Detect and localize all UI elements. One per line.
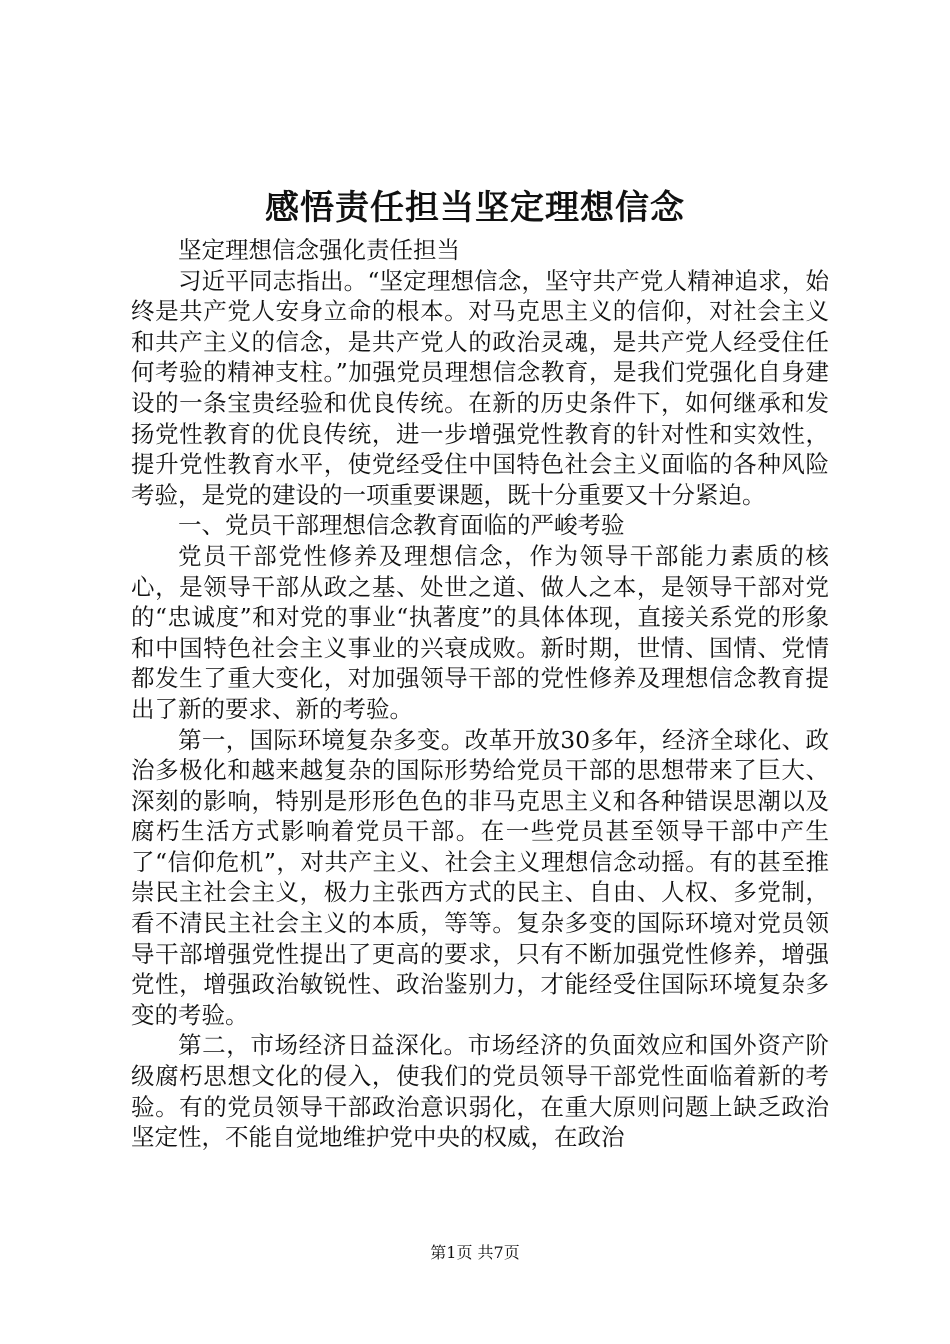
body-paragraph: 第二，市场经济日益深化。市场经济的负面效应和国外资产阶级腐朽思想文化的侵入，使我们的党员领导干部党性面临着新的考验。有的党员领导干部政治意识弱化，在重大原则问题上缺乏政治坚定性，不能自觉地维护党中央的权威，在政治 xyxy=(131,1031,829,1152)
page-number-footer: 第1页 共7页 xyxy=(430,1243,520,1262)
document-body xyxy=(131,235,829,1153)
body-paragraph: 第一，国际环境复杂多变。改革开放30多年，经济全球化、政治多极化和越来越复杂的国际形势给党员干部的思想带来了巨大、深刻的影响，特别是形形色色的非马克思主义和各种错误思潮以及腐朽生活方式影响着党员干部。在一些党员甚至领导干部中产生了“信仰危机”，对共产主义、社会主义理想信念动摇。有的甚至推崇民主社会主义，极力主张西方式的民主、自由、人权、多党制，看不清民主社会主义的本质，等等。复杂多变的国际环境对党员领导干部增强党性提出了更高的要求，只有不断加强党性修养，增强党性，增强政治敏锐性、政治鉴别力，才能经受住国际环境复杂多变的考验。 xyxy=(131,725,829,1029)
body-paragraph: 习近平同志指出。“坚定理想信念，坚守共产党人精神追求，始终是共产党人安身立命的根本。对马克思主义的信仰，对社会主义和共产主义的信念，是共产党人的政治灵魂，是共产党人经受住任何考验的精神支柱。”加强党员理想信念教育，是我们党强化自身建设的一条宝贵经验和优良传统。在新的历史条件下，如何继承和发扬党性教育的优良传统，进一步增强党性教育的针对性和实效性，提升党性教育水平，使党经受住中国特色社会主义面临的各种风险考验，是党的建设的一项重要课题，既十分重要又十分紧迫。 xyxy=(131,266,829,509)
section-heading: 一、党员干部理想信念教育面临的严峻考验 xyxy=(178,511,625,540)
subtitle-paragraph: 坚定理想信念强化责任担当 xyxy=(178,236,460,264)
body-paragraph: 党员干部党性修养及理想信念，作为领导干部能力素质的核心，是领导干部从政之基、处世之道、做人之本，是领导干部对党的“忠诚度”和对党的事业“执著度”的具体体现，直接关系党的形象和中国特色社会主义事业的兴衰成败。新时期，世情、国情、党情都发生了重大变化，对加强领导干部的党性修养及理想信念教育提出了新的要求、新的考验。 xyxy=(131,541,829,723)
document-title: 感悟责任担当坚定理想信念 xyxy=(265,188,685,228)
